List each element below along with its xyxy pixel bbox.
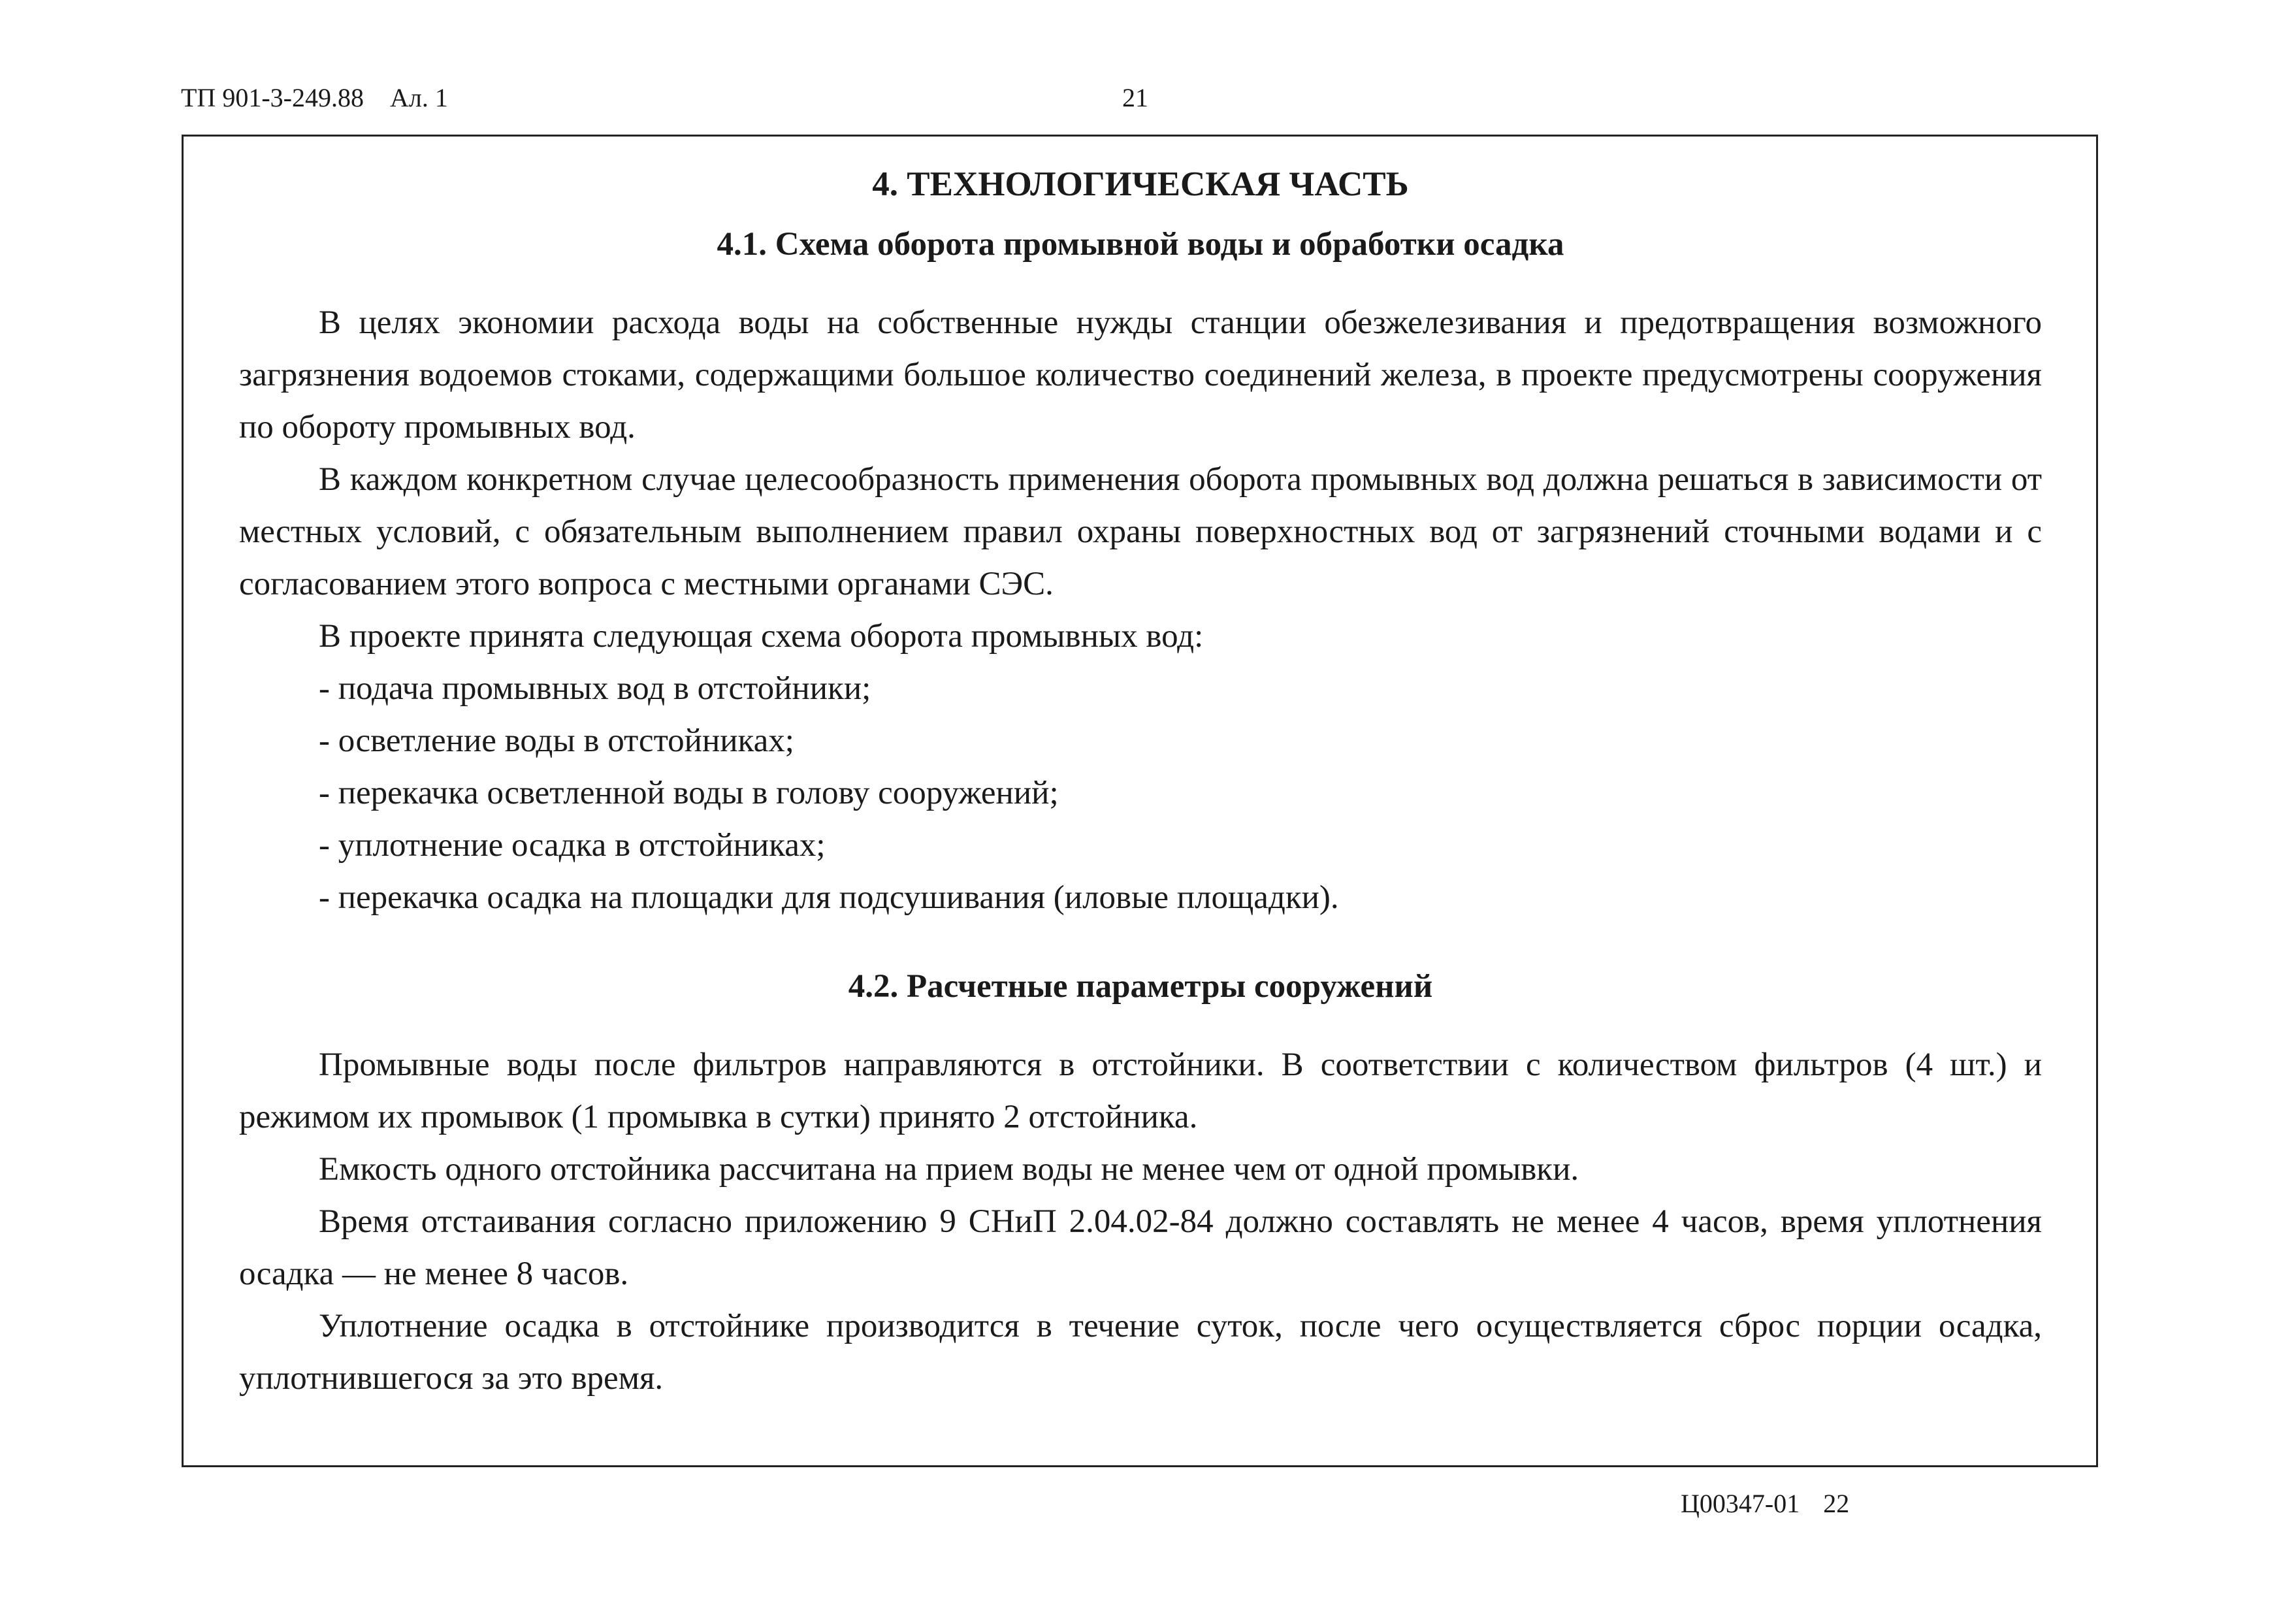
paragraph-4-1-3: В проекте принята следующая схема оборота промывных вод: [319, 618, 1204, 655]
document-header [181, 82, 448, 113]
list-item: - уплотнение осадка в отстойниках; [319, 827, 826, 864]
paragraph-4-2-3: Время отстаивания согласно приложению 9 СНиП 2.04.02-84 должно составлять не менее 4 часов, время уплотнения осадка — не менее 8 часов. [239, 1203, 2042, 1292]
page-content [239, 154, 2042, 1405]
footer-code: Ц00347-01 [1681, 1489, 1800, 1518]
subsection-title-4-1: 4.1. Схема оборота промывной воды и обработки осадка [717, 226, 1564, 263]
list-item: - осветление воды в отстойниках; [319, 723, 794, 759]
document-code: ТП 901-3-249.88 [181, 83, 364, 112]
appendix-label: Ал. 1 [389, 83, 448, 112]
paragraph-4-1-2: В каждом конкретном случае целесообразность применения оборота промывных вод должна решаться в зависимости от местных условий, с обязательным выполнением правил охраны поверхностных вод от загрязнений сточными водами и с согласованием этого вопроса с местными органами СЭС. [239, 461, 2042, 602]
paragraph-4-2-2: Емкость одного отстойника рассчитана на прием воды не менее чем от одной промывки. [319, 1151, 1579, 1188]
paragraph-4-1-1: В целях экономии расхода воды на собственные нужды станции обезжелезивания и предотвращения возможного загрязнения водоемов стоками, содержащими большое количество соединений железа, в проекте предусмотрены сооружения по обороту промывных вод. [239, 304, 2042, 446]
list-item: - перекачка осветленной воды в голову сооружений; [319, 775, 1059, 811]
list-item: - перекачка осадка на площадки для подсушивания (иловые площадки). [319, 879, 1339, 916]
paragraph-4-2-1: Промывные воды после фильтров направляются в отстойники. В соответствии с количеством фильтров (4 шт.) и режимом их промывок (1 промывка в сутки) принято 2 отстойника. [239, 1047, 2042, 1135]
scheme-steps-list [239, 662, 2042, 924]
list-item: - подача промывных вод в отстойники; [319, 670, 871, 707]
footer-number: 22 [1823, 1489, 1850, 1518]
section-title: 4. ТЕХНОЛОГИЧЕСКАЯ ЧАСТЬ [872, 165, 1409, 203]
footer [1681, 1488, 1849, 1519]
subsection-title-4-2: 4.2. Расчетные параметры сооружений [848, 968, 1433, 1005]
paragraph-4-2-4: Уплотнение осадка в отстойнике производится в течение суток, после чего осуществляется сброс порции осадка, уплотнившегося за это время. [239, 1308, 2042, 1397]
page-number: 21 [1122, 83, 1148, 112]
